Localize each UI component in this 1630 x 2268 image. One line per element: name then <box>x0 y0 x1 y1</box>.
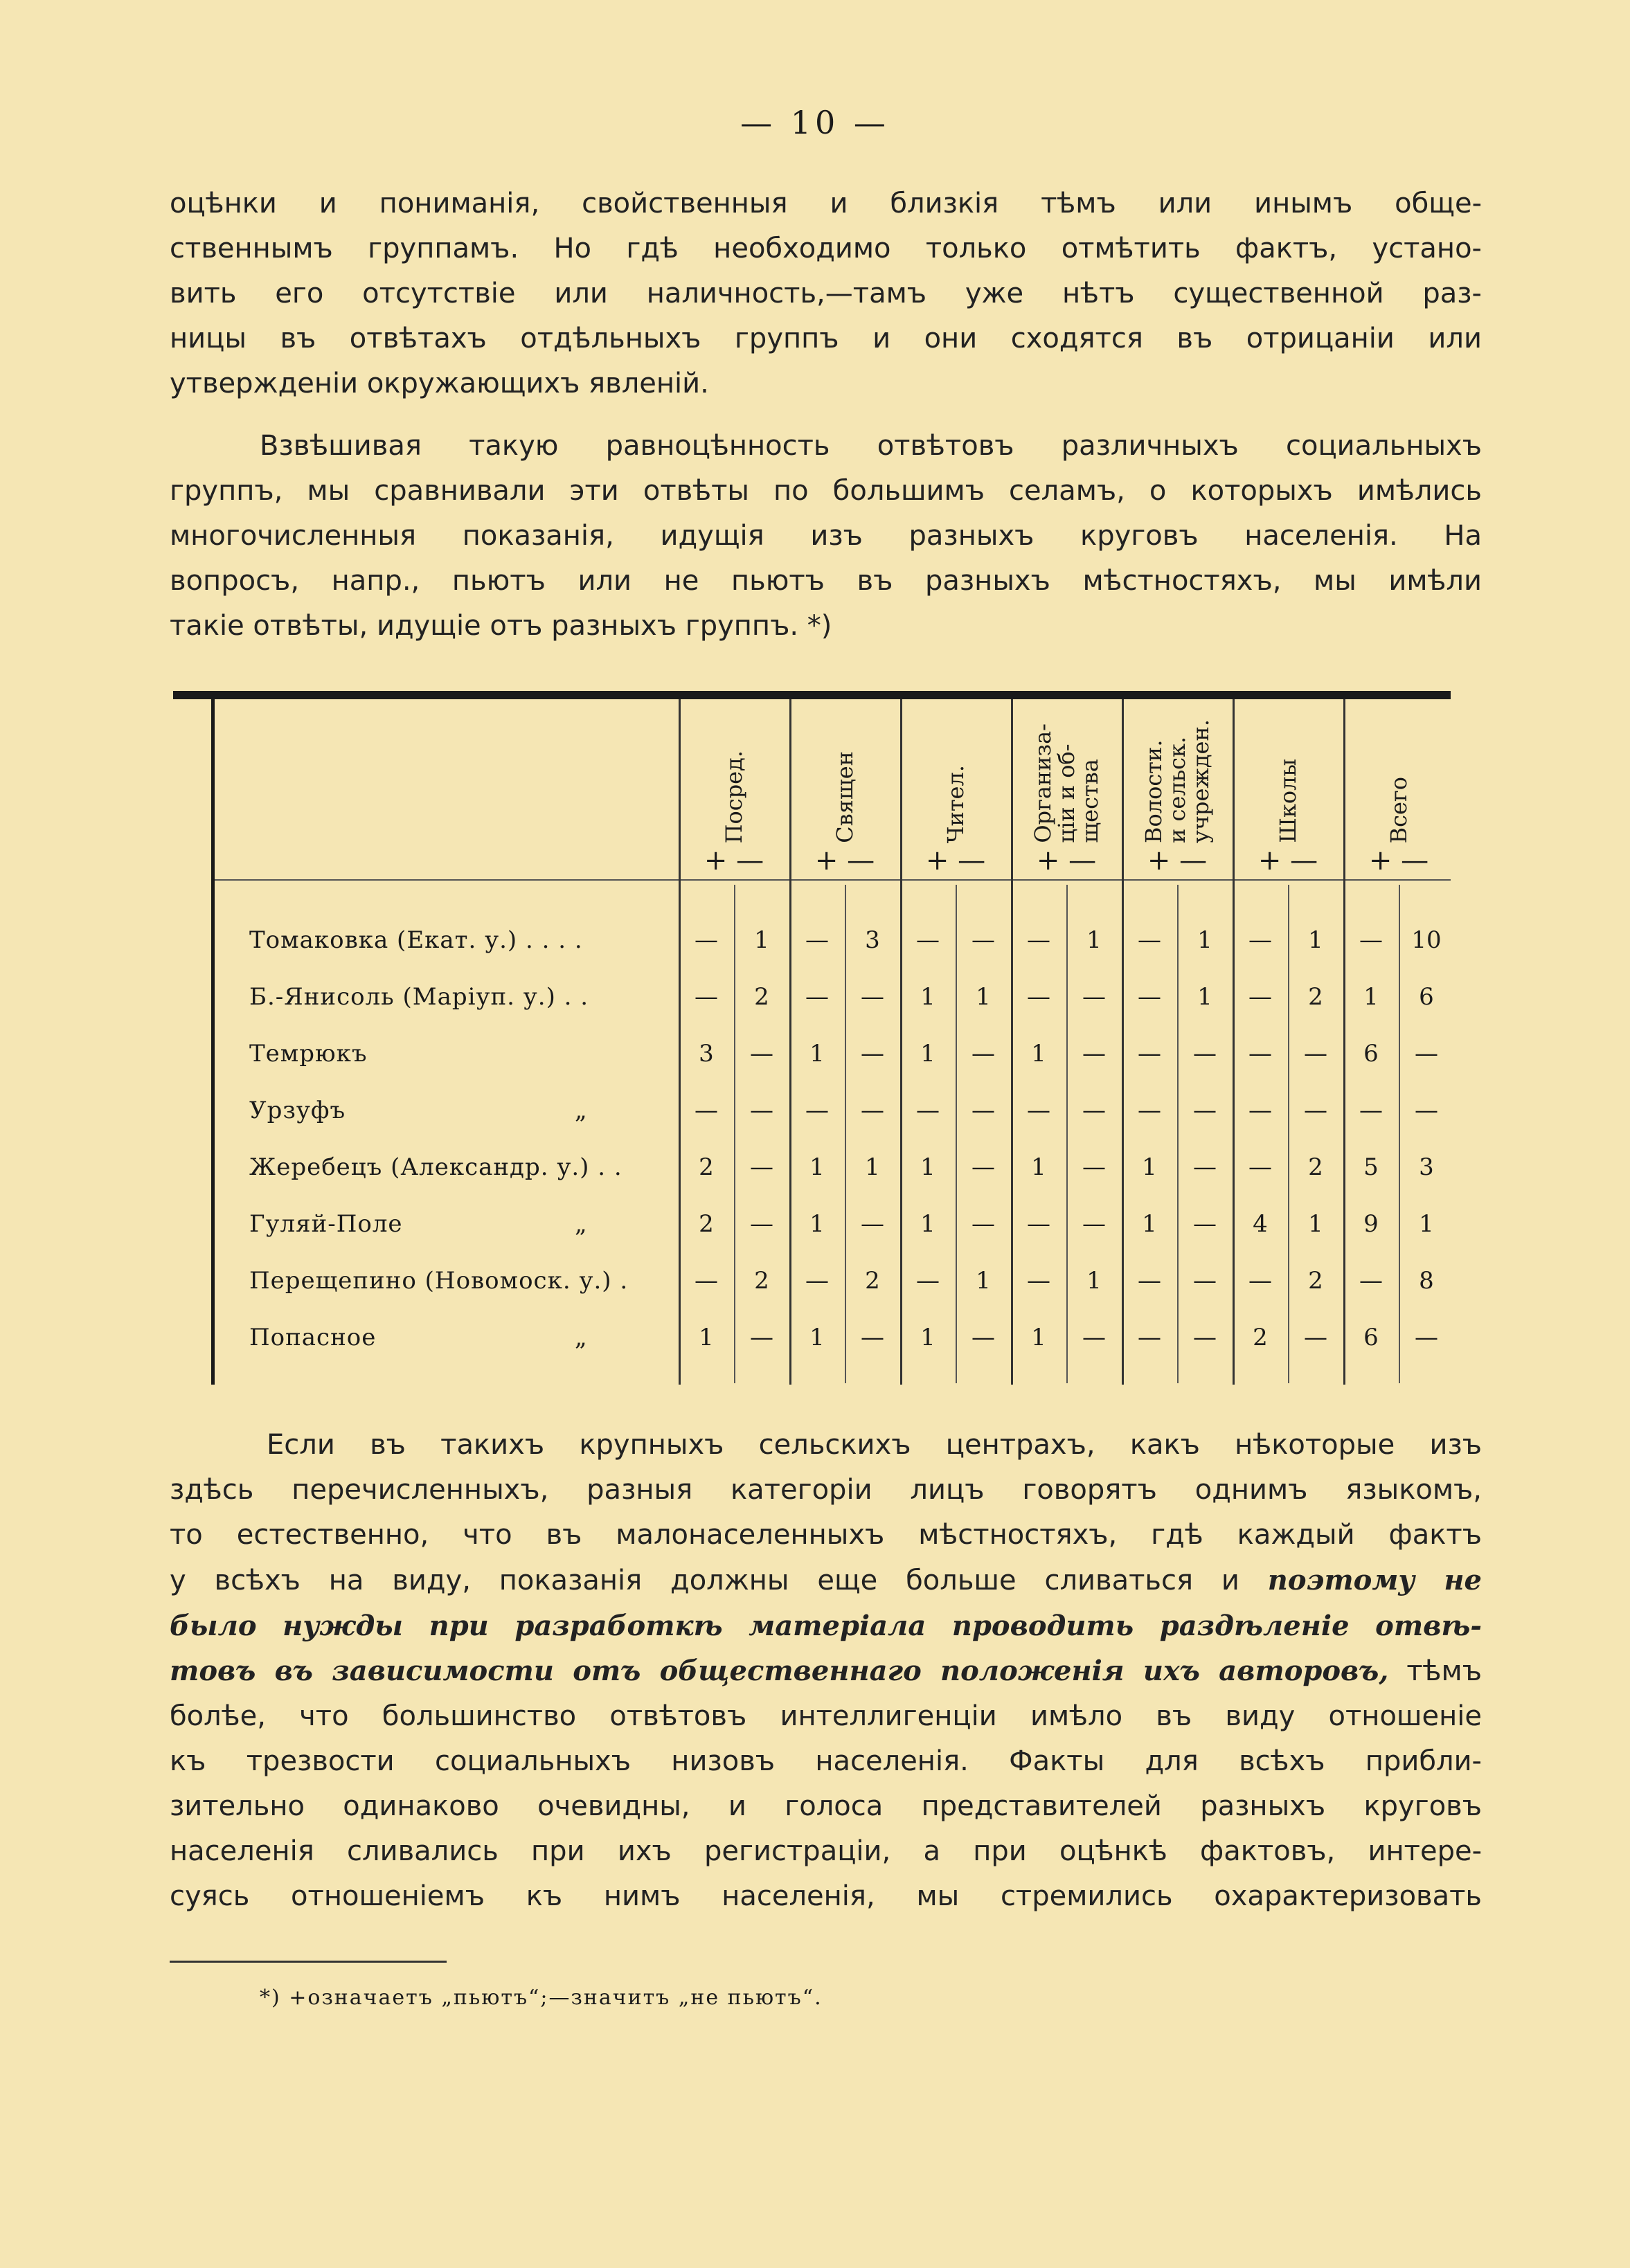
paragraph-3 <box>170 1423 1482 1919</box>
table-cell: — <box>1415 1324 1438 1351</box>
table-row-place: Урзуфъ <box>249 1097 346 1124</box>
table-cell: 1 <box>1308 1210 1323 1238</box>
table-cell: — <box>750 1324 773 1351</box>
table-cell: 1 <box>1031 1040 1046 1068</box>
column-header-label: Школы <box>1275 759 1301 843</box>
table-cell: — <box>805 1267 829 1295</box>
plus-sign: + <box>814 845 839 876</box>
table-cell: 9 <box>1363 1210 1379 1238</box>
table-cell: 5 <box>1363 1153 1379 1181</box>
table-cell: 1 <box>754 926 769 954</box>
table-cell: 4 <box>1253 1210 1268 1238</box>
table-cell: — <box>750 1097 773 1124</box>
column-header <box>1136 712 1219 843</box>
table-cell: 1 <box>1419 1210 1434 1238</box>
table-cell: — <box>1193 1040 1217 1068</box>
table-cell: — <box>861 1210 884 1238</box>
table-cell: — <box>1138 1097 1161 1124</box>
table-top-rule <box>173 691 1451 699</box>
text-line: Если въ такихъ крупныхъ сельскихъ центрахъ, какъ нѣкоторые изъ <box>267 1429 1482 1461</box>
text-line: Взвѣшивая такую равноцѣнность отвѣтовъ различныхъ социальныхъ <box>260 430 1482 462</box>
plus-minus-header <box>789 845 900 876</box>
table-cell: — <box>1248 1267 1272 1295</box>
table-cell: 1 <box>1086 1267 1102 1295</box>
plus-minus-header <box>1233 845 1343 876</box>
plus-sign: + <box>1368 845 1392 876</box>
table-cell: — <box>805 983 829 1011</box>
paragraph-2 <box>170 424 1482 649</box>
minus-sign: — <box>958 845 986 876</box>
table-cell: — <box>1248 1040 1272 1068</box>
table-cell: — <box>1138 1040 1161 1068</box>
table-cell: — <box>1359 1097 1383 1124</box>
table-cell: 3 <box>699 1040 714 1068</box>
table-cell: 1 <box>920 1210 935 1238</box>
table-cell: — <box>1193 1210 1217 1238</box>
text-line: такіе отвѣты, идущіе отъ разныхъ группъ. *) <box>170 610 832 642</box>
table-cell: 6 <box>1419 983 1434 1011</box>
table-cell: — <box>1027 1097 1050 1124</box>
footnote: *) +означаетъ „пьютъ“;—значитъ „не пьютъ“. <box>260 1986 823 2010</box>
table-cell: 3 <box>1419 1153 1434 1181</box>
column-header-label: Священ <box>832 751 858 843</box>
plus-sign: + <box>1147 845 1171 876</box>
table-cell: — <box>971 1210 995 1238</box>
column-header-label: Всего <box>1386 776 1412 843</box>
minus-sign: — <box>847 845 875 876</box>
minus-sign: — <box>1401 845 1429 876</box>
table-cell: 2 <box>1308 1267 1323 1295</box>
text-line: многочисленныя показанія, идущія изъ разныхъ круговъ населенія. На <box>170 520 1482 552</box>
table-cell: 1 <box>1308 926 1323 954</box>
table-cell: — <box>1027 1210 1050 1238</box>
plus-sign: + <box>925 845 949 876</box>
table-cell: — <box>971 1040 995 1068</box>
page-number: — 10 — <box>740 104 890 141</box>
table-cell: 1 <box>1031 1153 1046 1181</box>
table-cell: — <box>1193 1267 1217 1295</box>
table-cell: 10 <box>1411 926 1442 954</box>
table-cell: — <box>971 1324 995 1351</box>
table-cell: — <box>1248 926 1272 954</box>
table-cell: — <box>861 1040 884 1068</box>
table-cell: 1 <box>865 1153 880 1181</box>
table-row-place: Темрюкъ <box>249 1040 368 1068</box>
plus-sign: + <box>704 845 728 876</box>
drinking-table <box>173 691 1451 1390</box>
table-cell: — <box>916 1267 940 1295</box>
table-cell: — <box>1082 1324 1106 1351</box>
table-cell: — <box>1359 1267 1383 1295</box>
table-cell: — <box>861 983 884 1011</box>
table-cell: 1 <box>920 1040 935 1068</box>
table-cell: — <box>1082 1210 1106 1238</box>
column-header <box>1246 712 1329 843</box>
table-cell: — <box>1082 1097 1106 1124</box>
table-cell: — <box>1415 1097 1438 1124</box>
table-cell: — <box>1304 1097 1327 1124</box>
table-cell: — <box>1359 926 1383 954</box>
minus-sign: — <box>736 845 764 876</box>
column-header <box>914 712 997 843</box>
table-cell: — <box>1304 1324 1327 1351</box>
table-row-place: Жеребецъ (Александр. у.) . . <box>249 1153 623 1181</box>
table-cell: 2 <box>699 1210 714 1238</box>
table-cell: 2 <box>754 1267 769 1295</box>
table-cell: — <box>1082 1040 1106 1068</box>
table-cell: 2 <box>1308 983 1323 1011</box>
table-cell: — <box>695 1097 718 1124</box>
plus-sign: + <box>1036 845 1060 876</box>
table-cell: 1 <box>920 1153 935 1181</box>
table-cell: 1 <box>920 1324 935 1351</box>
table-cell: — <box>1138 926 1161 954</box>
text-line: вопросъ, напр., пьютъ или не пьютъ въ разныхъ мѣстностяхъ, мы имѣли <box>170 565 1482 597</box>
italic-segment: товъ въ зависимости отъ общественнаго положенія ихъ авторовъ, <box>170 1655 1389 1687</box>
table-cell: 1 <box>1197 926 1212 954</box>
table-cell: — <box>1415 1040 1438 1068</box>
table-cell: 1 <box>1363 983 1379 1011</box>
table-cell: 1 <box>920 983 935 1011</box>
ditto-mark: „ <box>575 1210 588 1238</box>
table-cell: 1 <box>976 983 991 1011</box>
table-cell: — <box>805 926 829 954</box>
table-cell: — <box>971 1097 995 1124</box>
table-cell: — <box>861 1324 884 1351</box>
table-cell: — <box>750 1040 773 1068</box>
table-cell: 2 <box>865 1267 880 1295</box>
table-cell: 3 <box>865 926 880 954</box>
table-cell: — <box>971 926 995 954</box>
table-cell: — <box>1082 1153 1106 1181</box>
table-cell: 2 <box>1253 1324 1268 1351</box>
table-cell: — <box>1138 1267 1161 1295</box>
table-left-rule <box>211 699 215 1385</box>
table-cell: 1 <box>1142 1210 1157 1238</box>
table-cell: — <box>1193 1153 1217 1181</box>
table-cell: 2 <box>1308 1153 1323 1181</box>
text-line: ственнымъ группамъ. Но гдѣ необходимо только отмѣтить фактъ, устано- <box>170 233 1482 264</box>
text-line: населенія сливались при ихъ регистраціи, а при оцѣнкѣ фактовъ, интере- <box>170 1835 1482 1867</box>
table-cell: — <box>916 926 940 954</box>
plus-minus-header <box>1343 845 1454 876</box>
text-line: то естественно, что въ малонаселенныхъ мѣстностяхъ, гдѣ каждый фактъ <box>170 1519 1482 1551</box>
paragraph-1 <box>170 181 1482 406</box>
text-line: утвержденіи окружающихъ явленій. <box>170 368 709 399</box>
table-cell: 1 <box>809 1210 825 1238</box>
table-cell: — <box>1248 1097 1272 1124</box>
minus-sign: — <box>1290 845 1318 876</box>
table-cell: — <box>1304 1040 1327 1068</box>
column-header-label: Чител. <box>942 764 969 843</box>
text-line: болѣе, что большинство отвѣтовъ интеллигенціи имѣло въ виду отношеніе <box>170 1700 1482 1732</box>
table-cell: — <box>971 1153 995 1181</box>
column-header-label: Посред. <box>721 750 747 843</box>
table-row-place: Б.-Янисоль (Маріуп. у.) . . <box>249 983 589 1011</box>
column-header <box>1025 712 1108 843</box>
column-header <box>803 712 886 843</box>
table-subheader-rule <box>215 879 1451 881</box>
table-cell: — <box>1248 983 1272 1011</box>
text-segment: у всѣхъ на виду, показанія должны еще больше сливаться и <box>170 1565 1239 1596</box>
table-row-place: Гуляй-Поле <box>249 1210 403 1238</box>
column-header <box>1357 712 1440 843</box>
table-row-place: Томаковка (Екат. у.) . . . . <box>249 926 583 954</box>
table-cell: 2 <box>754 983 769 1011</box>
table-cell: 1 <box>809 1324 825 1351</box>
table-cell: — <box>695 926 718 954</box>
ditto-mark: „ <box>575 1097 588 1124</box>
table-cell: — <box>805 1097 829 1124</box>
table-cell: 6 <box>1363 1324 1379 1351</box>
table-cell: — <box>1193 1097 1217 1124</box>
ditto-mark: „ <box>575 1324 588 1351</box>
table-cell: — <box>750 1210 773 1238</box>
table-cell: 1 <box>1142 1153 1157 1181</box>
table-cell: 1 <box>699 1324 714 1351</box>
table-cell: 6 <box>1363 1040 1379 1068</box>
table-cell: 1 <box>809 1153 825 1181</box>
minus-sign: — <box>1179 845 1208 876</box>
table-cell: — <box>1193 1324 1217 1351</box>
plus-minus-header <box>679 845 789 876</box>
column-header-label: Организа- ціи и об- щества <box>1030 723 1103 843</box>
plus-minus-header <box>900 845 1011 876</box>
text-line: ницы въ отвѣтахъ отдѣльныхъ группъ и они сходятся въ отрицаніи или <box>170 323 1482 354</box>
text-line: здѣсь перечисленныхъ, разныя категоріи лицъ говорятъ однимъ языкомъ, <box>170 1474 1482 1506</box>
table-cell: — <box>1082 983 1106 1011</box>
footnote-rule <box>170 1961 447 1963</box>
table-cell: 8 <box>1419 1267 1434 1295</box>
table-cell: — <box>750 1153 773 1181</box>
column-header-label: Волости. и сельск. учрежден. <box>1140 719 1214 843</box>
table-row-place: Попасное <box>249 1324 377 1351</box>
text-line: зительно одинаково очевидны, и голоса представителей разныхъ круговъ <box>170 1790 1482 1822</box>
table-cell: 1 <box>1197 983 1212 1011</box>
table-cell: — <box>1138 983 1161 1011</box>
text-segment: тѣмъ <box>1406 1655 1482 1687</box>
table-cell: — <box>1027 1267 1050 1295</box>
table-cell: — <box>861 1097 884 1124</box>
table-cell: — <box>1248 1153 1272 1181</box>
table-row-place: Перещепино (Новомоск. у.) . <box>249 1267 629 1295</box>
text-line: группъ, мы сравнивали эти отвѣты по большимъ селамъ, о которыхъ имѣлись <box>170 475 1482 507</box>
table-cell: — <box>1027 983 1050 1011</box>
text-line <box>170 1648 1482 1694</box>
table-cell: 1 <box>1086 926 1102 954</box>
text-line: вить его отсутствіе или наличность,—тамъ уже нѣтъ существенной раз- <box>170 278 1482 309</box>
plus-minus-header <box>1011 845 1122 876</box>
minus-sign: — <box>1068 845 1097 876</box>
table-cell: 1 <box>976 1267 991 1295</box>
text-line: оцѣнки и пониманія, свойственныя и близкія тѣмъ или инымъ обще- <box>170 188 1482 219</box>
table-cell: — <box>1027 926 1050 954</box>
text-line: къ трезвости социальныхъ низовъ населенія. Факты для всѣхъ прибли- <box>170 1745 1482 1777</box>
plus-minus-header <box>1122 845 1233 876</box>
table-cell: 1 <box>809 1040 825 1068</box>
table-cell: 1 <box>1031 1324 1046 1351</box>
text-line <box>170 1558 1482 1603</box>
column-header <box>692 712 776 843</box>
table-cell: — <box>916 1097 940 1124</box>
table-cell: — <box>695 1267 718 1295</box>
plus-sign: + <box>1257 845 1282 876</box>
table-cell: — <box>695 983 718 1011</box>
table-cell: — <box>1138 1324 1161 1351</box>
table-cell: 2 <box>699 1153 714 1181</box>
italic-segment: поэтому не <box>1267 1564 1482 1596</box>
text-line-italic: было нужды при разработкѣ матеріала проводить раздѣленіе отвѣ- <box>170 1610 1482 1642</box>
text-line: суясь отношеніемъ къ нимъ населенія, мы стремились охарактеризовать <box>170 1880 1482 1912</box>
